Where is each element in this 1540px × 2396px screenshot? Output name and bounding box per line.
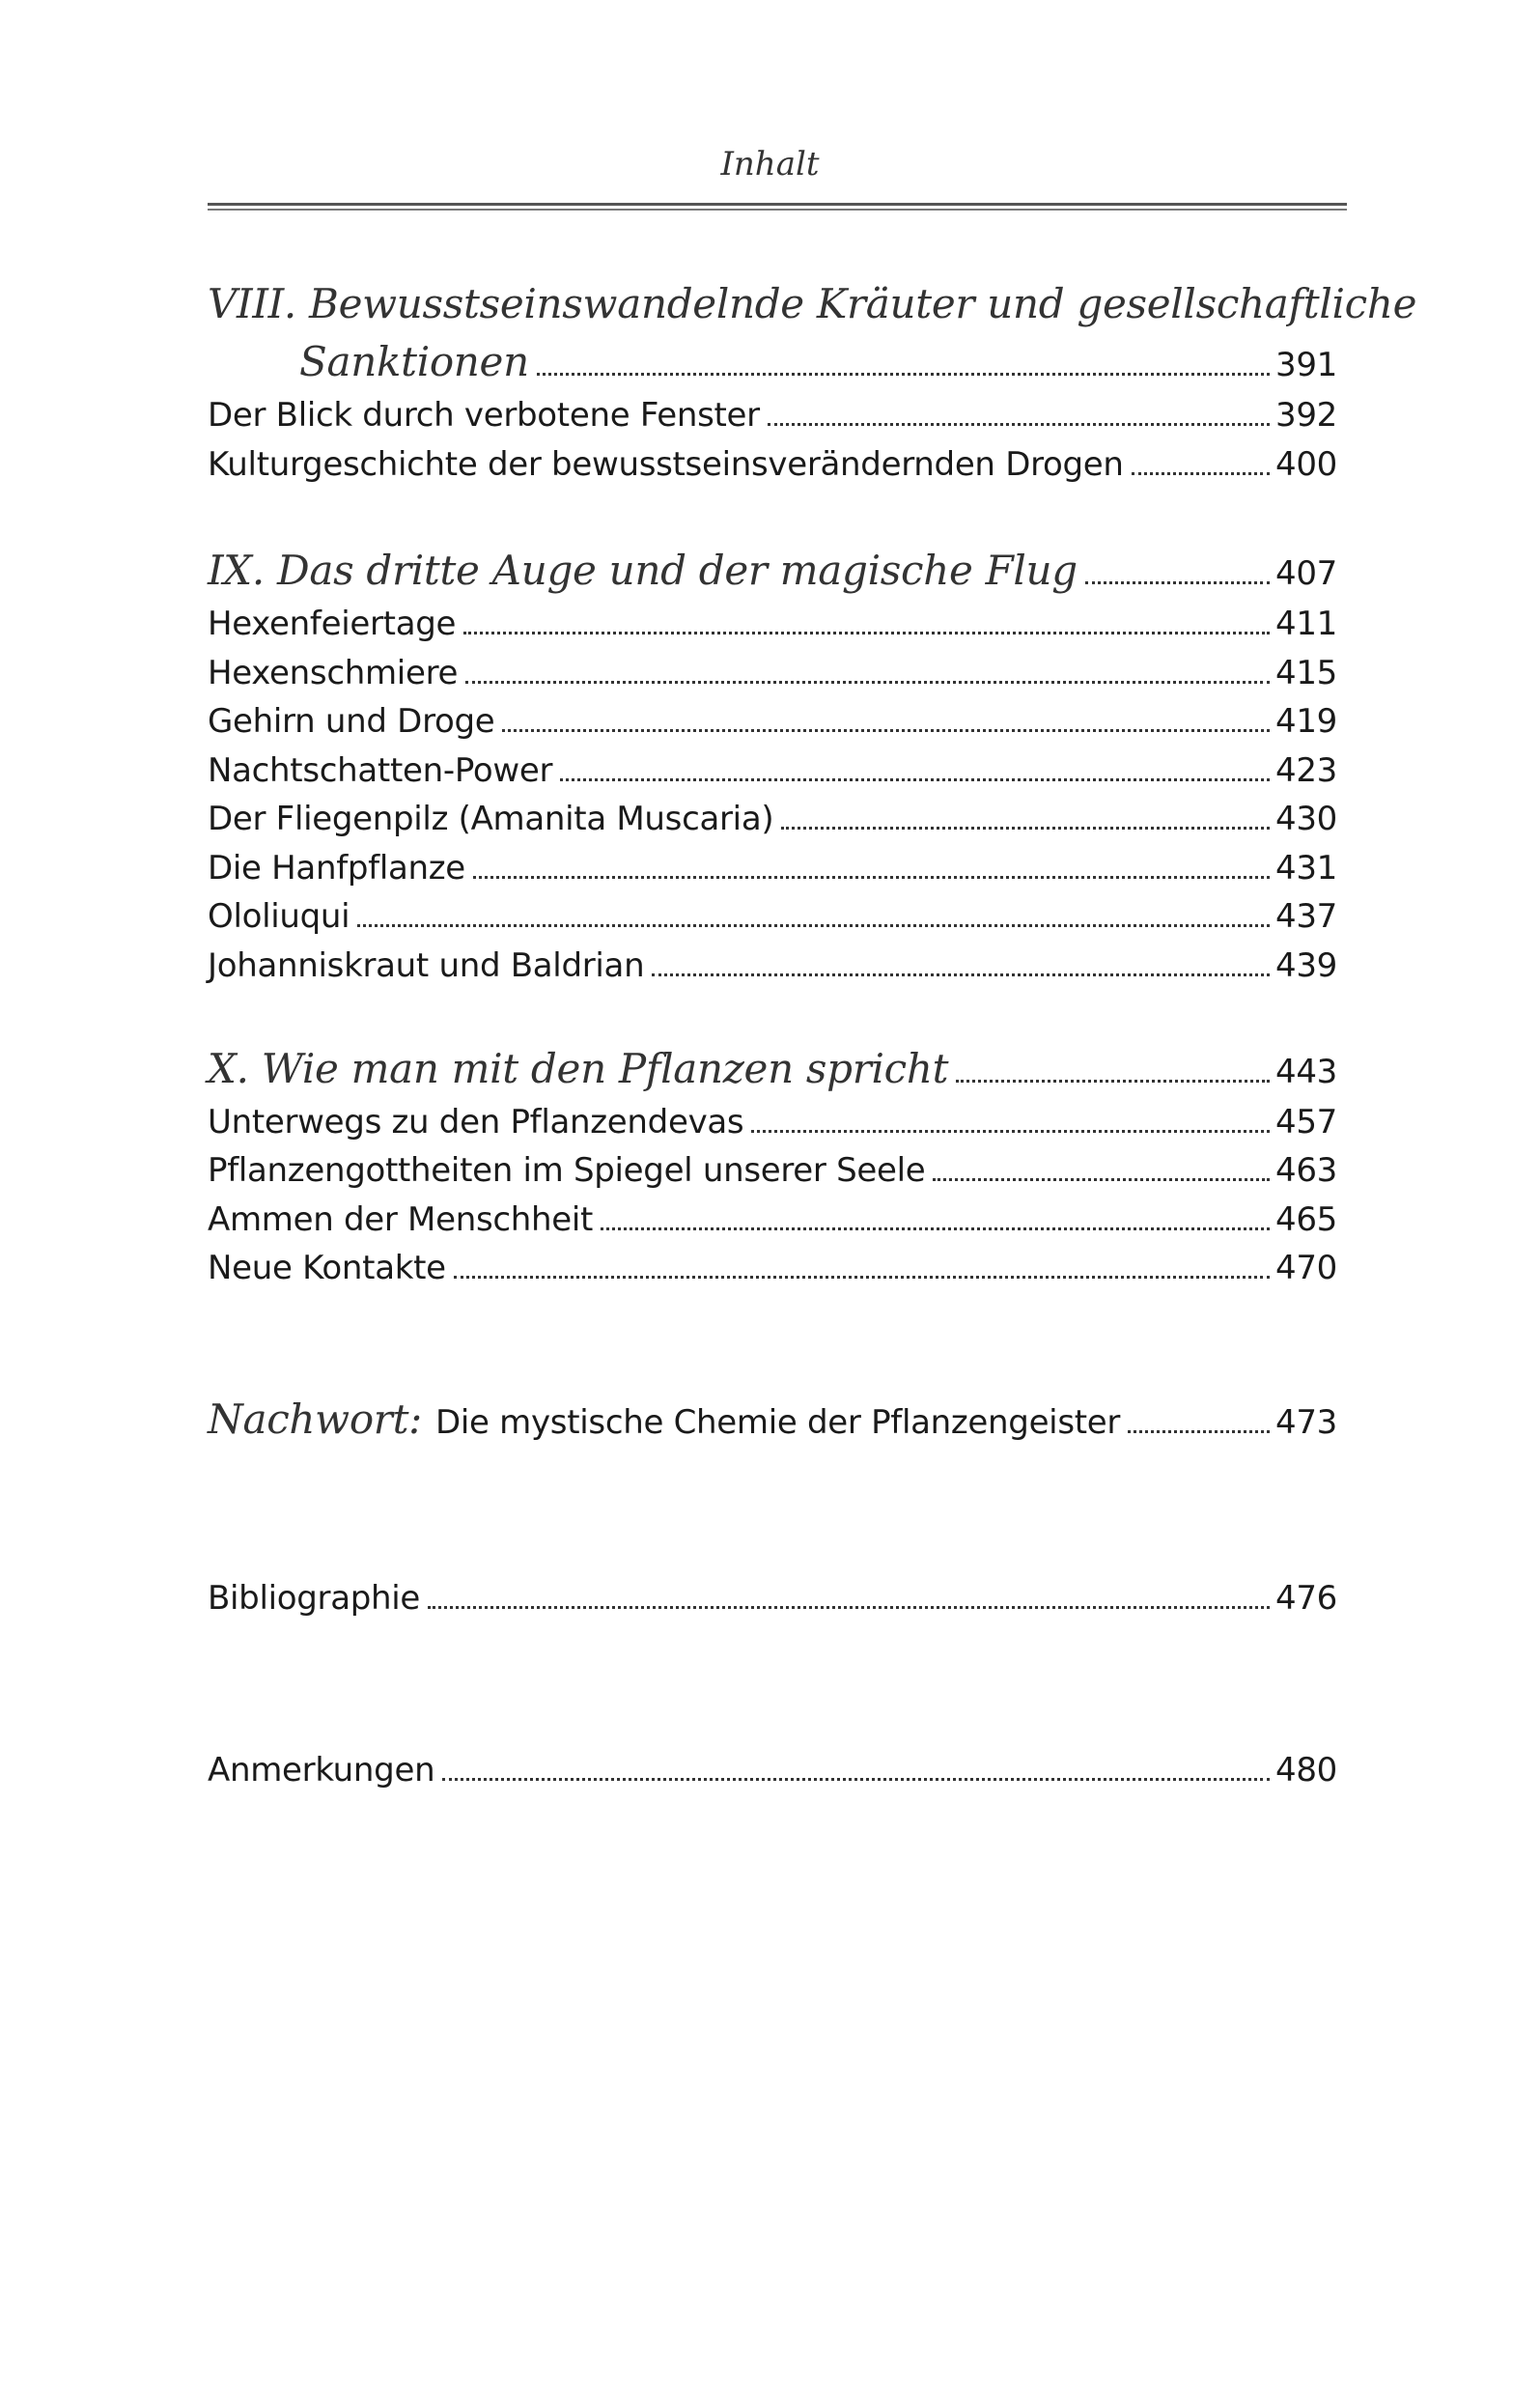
entry-title: Anmerkungen [208,1751,435,1790]
leader-dots [768,423,1270,426]
toc-entry[interactable] [208,751,1337,790]
entry-title: Ammen der Menschheit [208,1200,594,1239]
entry-title: Pflanzengottheiten im Spiegel unserer Seele [208,1151,926,1190]
entry-title: Hexenschmiere [208,654,459,692]
leader-dots [560,778,1270,781]
page-number: 476 [1275,1579,1337,1618]
entry-title: Der Blick durch verbotene Fenster [208,396,760,435]
nachwort-row[interactable] [208,1395,1337,1443]
leader-dots [454,1276,1270,1279]
leader-dots [442,1778,1270,1781]
header-double-rule [208,203,1347,211]
entry-title: Die mystische Chemie der Pflanzengeister [435,1403,1121,1442]
toc-entry[interactable] [208,1200,1337,1239]
page-number: 392 [1275,396,1337,435]
entry-title: Der Fliegenpilz (Amanita Muscaria) [208,800,774,838]
entry-title: Hexenfeiertage [208,605,457,643]
chapter-10-row[interactable] [208,1045,1337,1092]
leader-dots [751,1130,1270,1133]
chapter-9-title: IX. Das dritte Auge und der magische Flug [208,547,1078,594]
leader-dots [537,373,1270,376]
page-number: 423 [1275,751,1337,790]
chapter-8-row[interactable] [208,338,1337,385]
leader-dots [502,729,1270,732]
page-number: 407 [1275,554,1337,593]
leader-dots [601,1227,1270,1230]
page-number: 480 [1275,1751,1337,1790]
leader-dots [357,924,1270,927]
leader-dots [1128,1430,1270,1433]
toc-entry[interactable] [208,1151,1337,1190]
leader-dots [465,681,1270,684]
toc-entry[interactable] [208,1249,1337,1287]
toc-entry[interactable] [208,445,1337,484]
page-number: 439 [1275,946,1337,985]
chapter-10-title: X. Wie man mit den Pflanzen spricht [208,1045,949,1092]
toc-entry[interactable] [208,849,1337,888]
page-number: 411 [1275,605,1337,643]
toc-entry[interactable] [208,946,1337,985]
page-number: 415 [1275,654,1337,692]
entry-title: Gehirn und Droge [208,702,495,741]
toc-entry[interactable] [208,605,1337,643]
page-number: 457 [1275,1103,1337,1142]
leader-dots [463,632,1270,634]
chapter-9-row[interactable] [208,547,1337,594]
chapter-8-title-line2: Sanktionen [299,338,529,385]
running-header: Inhalt [720,145,820,183]
toc-entry[interactable] [208,897,1337,936]
page-number: 473 [1275,1403,1337,1442]
page-number: 419 [1275,702,1337,741]
toc-entry[interactable] [208,800,1337,838]
entry-title: Nachtschatten-Power [208,751,553,790]
entry-title: Bibliographie [208,1579,421,1618]
entry-title: Ololiuqui [208,897,350,936]
entry-title: Johanniskraut und Baldrian [208,946,645,985]
page-number: 465 [1275,1200,1337,1239]
page-number: 463 [1275,1151,1337,1190]
toc-entry[interactable] [208,654,1337,692]
leader-dots [1132,472,1270,475]
toc-entry[interactable] [208,702,1337,741]
nachwort-label: Nachwort: [208,1395,423,1443]
anmerkungen-row[interactable] [208,1751,1337,1790]
entry-title: Unterwegs zu den Pflanzendevas [208,1103,744,1142]
entry-title: Kulturgeschichte der bewusstseinsverändernden Drogen [208,445,1124,484]
leader-dots [473,876,1270,879]
leader-dots [933,1178,1270,1181]
page-number: 430 [1275,800,1337,838]
leader-dots [956,1080,1270,1083]
leader-dots [1085,581,1270,584]
entry-title: Neue Kontakte [208,1249,446,1287]
page-number: 400 [1275,445,1337,484]
leader-dots [652,973,1270,976]
toc-entry[interactable] [208,396,1337,435]
leader-dots [781,827,1270,830]
chapter-8-title-line1: VIII. Bewusstseinswandelnde Kräuter und gesellschaftliche [208,280,1417,327]
leader-dots [428,1606,1270,1609]
page-number: 443 [1275,1053,1337,1091]
entry-title: Die Hanfpflanze [208,849,465,888]
bibliographie-row[interactable] [208,1579,1337,1618]
page-number: 431 [1275,849,1337,888]
page-number: 437 [1275,897,1337,936]
page-number: 470 [1275,1249,1337,1287]
toc-entry[interactable] [208,1103,1337,1142]
page-number: 391 [1275,346,1337,384]
